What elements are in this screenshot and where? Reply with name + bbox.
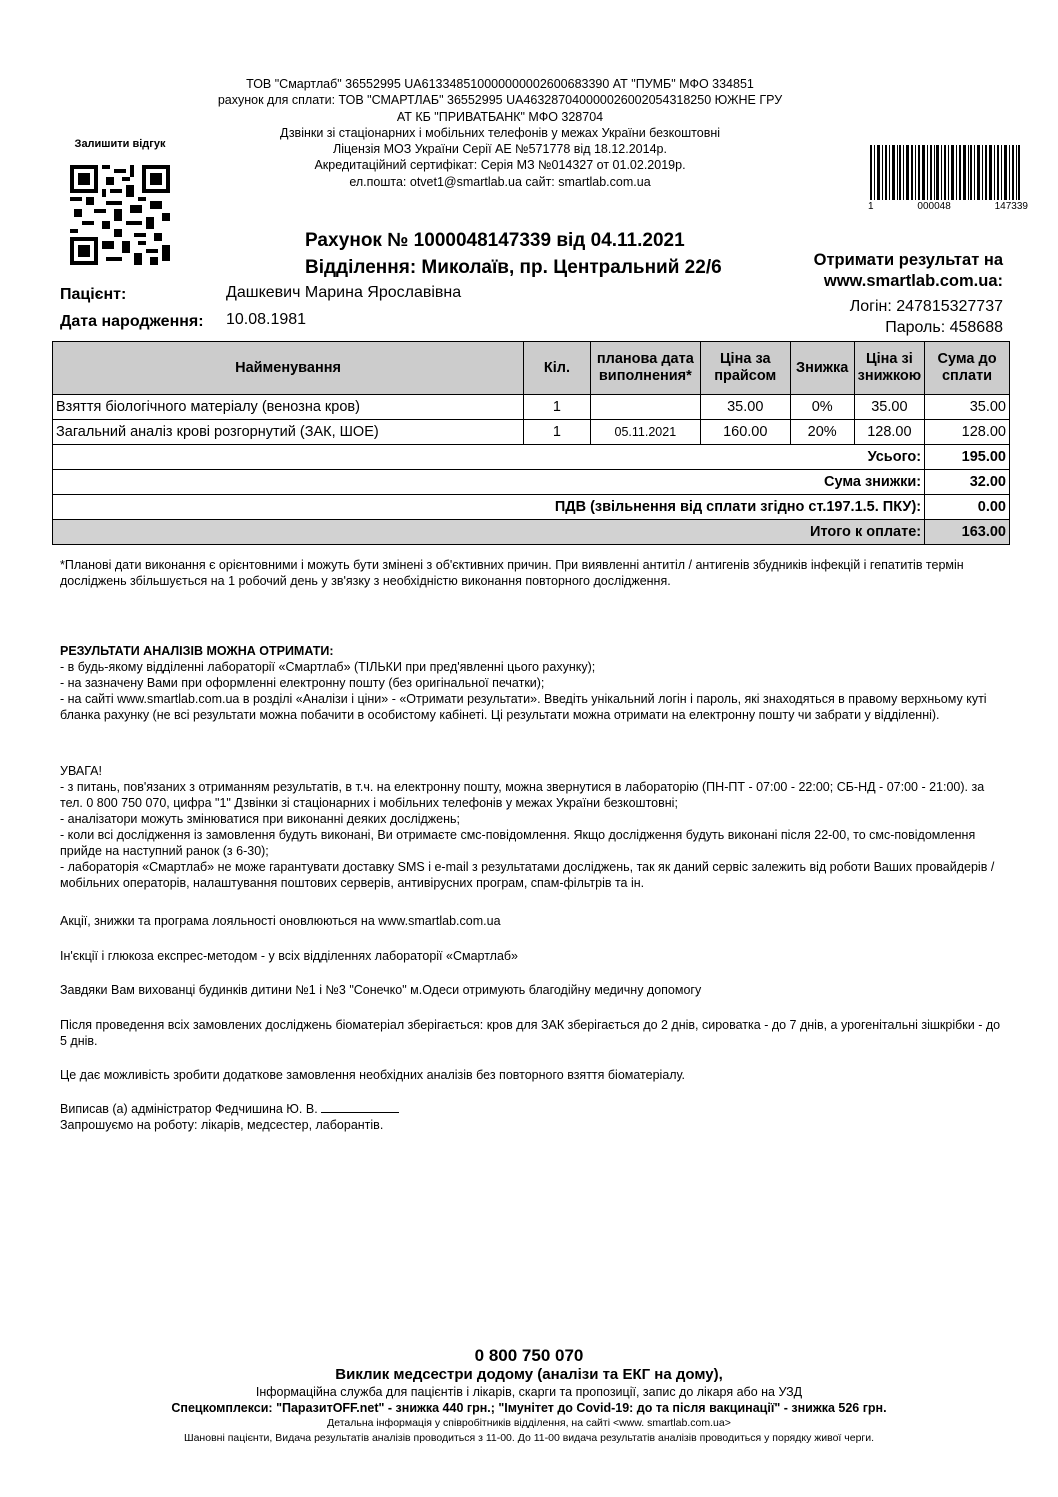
result-info xyxy=(814,250,1003,292)
total-label: Усього: xyxy=(53,445,925,470)
attention-heading: УВАГА! xyxy=(60,764,102,778)
results-heading: РЕЗУЛЬТАТИ АНАЛІЗІВ МОЖНА ОТРИМАТИ: xyxy=(60,644,334,658)
dob-value: 10.08.1981 xyxy=(226,311,307,328)
item-name: Взяття біологічного матеріалу (венозна кров) xyxy=(53,395,524,420)
invoice-table xyxy=(52,341,1010,545)
promo-paragraph: Акції, знижки та програма лояльності оновлюються на www.smartlab.com.ua xyxy=(60,914,501,928)
item-price: 160.00 xyxy=(700,420,790,445)
issued-by: Виписав (а) адміністратор Федчишина Ю. В. xyxy=(60,1102,318,1116)
item-date: 05.11.2021 xyxy=(590,420,700,445)
login-value: Логін: 247815327737 xyxy=(849,298,1003,315)
plan-date-note: *Планові дати виконання є орієнтовними і можуть бути змінені з об'єктивних причин. При виявленні антитіл / антигенів збудників інфекцій і гепатитів термін досліджень збільшується на 1 робочий день у зв'язку з необхідністю виконання повторного дослідження. xyxy=(60,558,964,588)
item-discount: 0% xyxy=(790,395,854,420)
pay-label: Итого к оплате: xyxy=(53,520,925,545)
barcode-digit-right: 147339 xyxy=(994,201,1028,212)
item-date xyxy=(590,395,700,420)
table-header-row xyxy=(53,342,1010,395)
attention-item: - з питань, пов'язаних з отриманням результатів, в т.ч. на електронну пошту, можна звернутися в лабораторію (ПН-ПТ - 07:00 - 22:00; СБ-НД - 07:00 - 21:00). за тел. 0 800 750 070, цифра "1" Дзвінки зі стаціонарних і мобільних телефонів у межах України безкоштовні; xyxy=(60,780,985,810)
item-discount: 20% xyxy=(790,420,854,445)
patient-name: Дашкевич Марина Ярославівна xyxy=(226,284,462,301)
vat-row xyxy=(53,495,1010,520)
total-value: 195.00 xyxy=(925,445,1010,470)
item-qty: 1 xyxy=(524,395,591,420)
header-line: ТОВ "Смартлаб" 36552995 UA613348510000000002600683390 АТ "ПУМБ" МФО 334851 xyxy=(246,77,754,91)
discount-label: Сума знижки: xyxy=(53,470,925,495)
column-header: планова дата виполнения* xyxy=(590,342,700,395)
job-invite: Запрошуємо на роботу: лікарів, медсестер, лаборантів. xyxy=(60,1118,384,1132)
password-value: Пароль: 458688 xyxy=(885,319,1003,336)
item-discounted-price: 128.00 xyxy=(854,420,924,445)
reorder-paragraph: Це дає можливість зробити додаткове замовлення необхідних аналізів без повторного взяття біоматеріалу. xyxy=(60,1068,686,1082)
patient-label: Пацієнт: xyxy=(60,286,127,303)
barcode-digit-mid: 000048 xyxy=(917,201,951,212)
pay-value: 163.00 xyxy=(925,520,1010,545)
item-qty: 1 xyxy=(524,420,591,445)
credentials xyxy=(850,296,1003,338)
attention-item: - коли всі дослідження із замовлення будуть виконані, Ви отримаєте смс-повідомлення. Якщо дослідження будуть виконані після 22-00, то смс-повідомлення прийде на наступний ранок (з 6-30); xyxy=(60,828,976,858)
header-line: ел.пошта: otvet1@smartlab.ua сайт: smartlab.com.ua xyxy=(349,174,651,189)
signature-line xyxy=(321,1101,399,1113)
charity-paragraph: Завдяки Вам вихованці будинків дитини №1 і №3 "Сонечко" м.Одеси отримують благодійну медичну допомогу xyxy=(60,983,702,997)
footer-info: Інформаційна служба для пацієнтів і лікарів, скарги та пропозиції, запис до лікаря або на УЗД xyxy=(255,1385,803,1399)
company-header xyxy=(190,76,810,190)
vat-label: ПДВ (звільнення від сплати згідно ст.197.1.5. ПКУ): xyxy=(53,495,925,520)
signature-block xyxy=(60,1101,1010,1133)
header-line: рахунок для сплати: ТОВ "СМАРТЛАБ" 36552995 UA463287040000026002054318250 ЮЖНЕ ГРУ xyxy=(217,93,783,108)
header-line: Дзвінки зі стаціонарних і мобільних телефонів у межах України безкоштовні xyxy=(279,125,721,140)
barcode-digit-left: 1 xyxy=(868,201,874,212)
qr-label: Залишити відгук xyxy=(74,138,166,150)
table-row xyxy=(53,420,1010,445)
column-header: Сума до сплати xyxy=(925,342,1010,395)
item-name: Загальний аналіз крові розгорнутий (ЗАК, ШОЕ) xyxy=(53,420,524,445)
pay-row xyxy=(53,520,1010,545)
item-sum: 128.00 xyxy=(925,420,1010,445)
footer-nurse: Виклик медсестри додому (аналізи та ЕКГ на дому), xyxy=(335,1366,723,1383)
footer xyxy=(60,1345,998,1446)
column-header: Кіл. xyxy=(524,342,591,395)
vat-value: 0.00 xyxy=(925,495,1010,520)
storage-paragraph: Після проведення всіх замовлених досліджень біоматеріал зберігається: кров для ЗАК зберігається до 2 днів, сироватка - до 7 днів, а урогенітальні зішкрібки - до 5 днів. xyxy=(60,1018,1001,1048)
invoice-title: Рахунок № 1000048147339 від 04.11.2021 xyxy=(305,230,685,251)
results-item: - в будь-якому відділенні лабораторії «Смартлаб» (ТІЛЬКИ при пред'явленні цього рахунку); xyxy=(60,660,596,674)
dob-label: Дата народження: xyxy=(60,313,204,330)
barcode-digits xyxy=(868,201,1028,212)
table-row xyxy=(53,395,1010,420)
invoice-title-block xyxy=(305,227,722,281)
discount-row xyxy=(53,470,1010,495)
footer-phone: 0 800 750 070 xyxy=(474,1346,584,1365)
item-price: 35.00 xyxy=(700,395,790,420)
results-item: - на сайті www.smartlab.com.ua в розділі «Аналізи і ціни» - «Отримати результати». Введіть унікальний логін і пароль, які знаходяться в правому верхньому куті бланка рахунку (не всі результати можна побачити в особистому кабінеті. Ці результати можна отримати на електронну пошту чи забрати у відділенні). xyxy=(60,692,987,722)
discount-value: 32.00 xyxy=(925,470,1010,495)
column-header: Ціна зі знижкою xyxy=(854,342,924,395)
item-discounted-price: 35.00 xyxy=(854,395,924,420)
footer-schedule: Шановні пацієнти, Видача результатів аналізів проводиться з 11-00. До 11-00 видача результатів аналізів проводиться у порядку живої черги. xyxy=(183,1432,875,1444)
result-info-line1: Отримати результат на xyxy=(813,251,1003,269)
column-header: Найменування xyxy=(53,342,524,395)
footer-details: Детальна інформація у співробітників відділення, на сайті <www. smartlab.com.ua> xyxy=(327,1417,731,1429)
footer-complexes: Спецкомплекси: "ПаразитOFF.net" - знижка 440 грн.; "Імунітет до Covid-19: до та після вакцинації" - знижка 526 грн. xyxy=(171,1401,887,1415)
barcode-icon xyxy=(870,145,1020,200)
header-line: Ліцензія МОЗ України Серії АЕ №571778 від 18.12.2014р. xyxy=(333,142,667,157)
results-item: - на зазначену Вами при оформленні електронну пошту (без оригінальної печатки); xyxy=(60,676,545,690)
qr-code-icon[interactable] xyxy=(70,165,170,265)
item-sum: 35.00 xyxy=(925,395,1010,420)
attention-item: - лабораторія «Смартлаб» не може гарантувати доставку SMS і e-mail з результатами досліджень, так як даний сервіс залежить від роботи Ваших провайдерів / мобільних операторів, налаштування поштових серверів, антивірусних програм, спам-фільтрів та ін. xyxy=(60,860,995,890)
total-row xyxy=(53,445,1010,470)
attention-item: - аналізатори можуть змінюватися при виконанні деяких досліджень; xyxy=(60,812,461,826)
result-info-link[interactable]: www.smartlab.com.ua: xyxy=(823,272,1003,290)
results-section xyxy=(60,643,1010,723)
header-line: Акредитаційний сертифікат: Серія МЗ №014327 от 01.02.2019р. xyxy=(314,158,686,173)
injection-paragraph: Ін'єкції і глюкоза експрес-методом - у всіх відділеннях лабораторії «Смартлаб» xyxy=(60,949,519,963)
header-line: АТ КБ "ПРИВАТБАНК" МФО 328704 xyxy=(396,109,604,124)
attention-section xyxy=(60,763,1010,891)
column-header: Знижка xyxy=(790,342,854,395)
column-header: Ціна за прайсом xyxy=(700,342,790,395)
invoice-branch: Відділення: Миколаїв, пр. Центральний 22/6 xyxy=(305,257,722,278)
